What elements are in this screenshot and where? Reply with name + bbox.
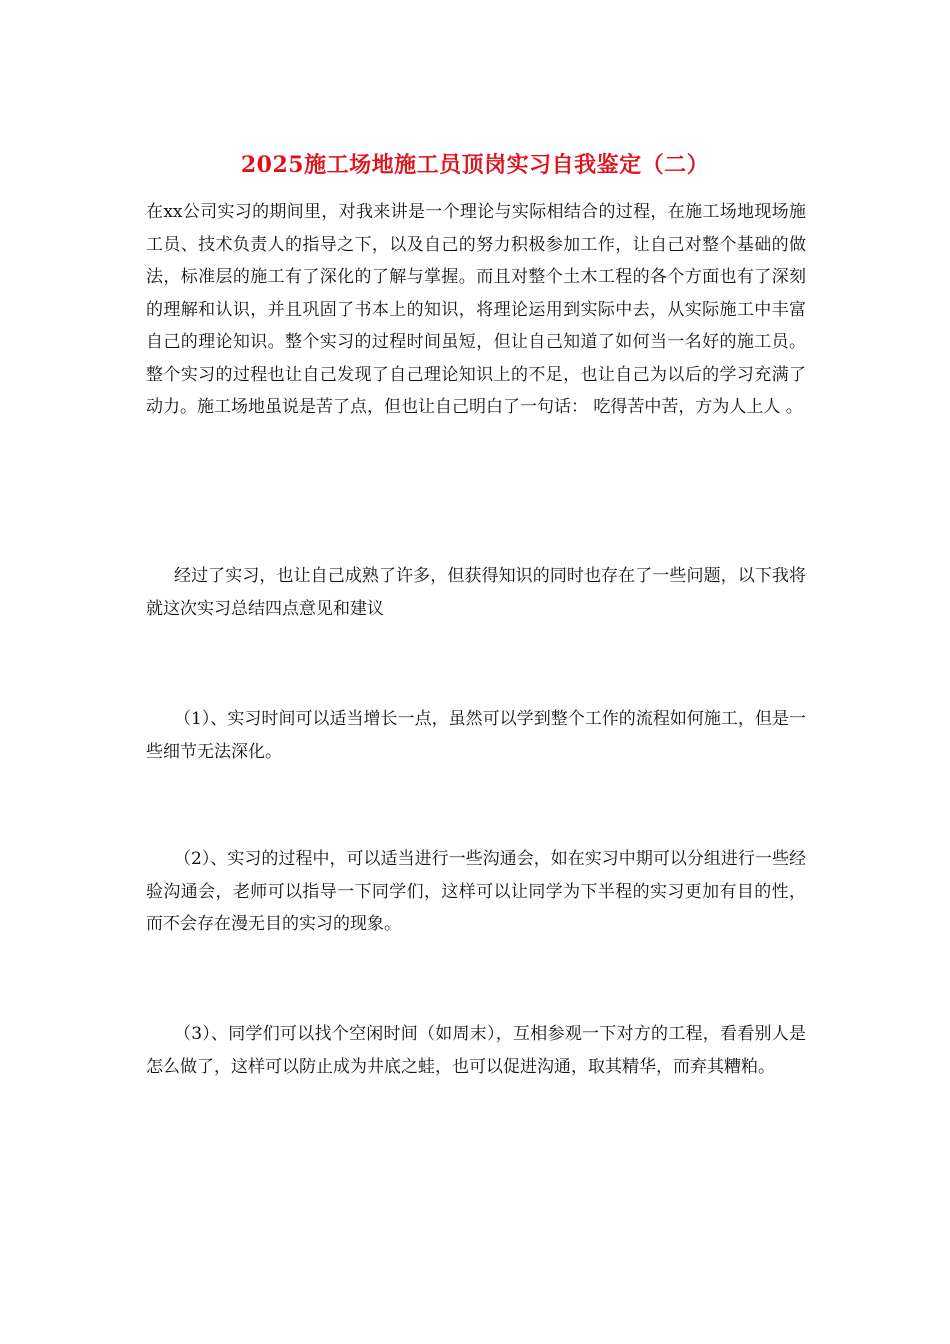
paragraph-suggestion-2: （2）、实习的过程中，可以适当进行一些沟通会，如在实习中期可以分组进行一些经验沟通会，老师可以指导一下同学们，这样可以让同学为下半程的实习更加有目的性，而不会存在漫无目的实习的现象。 [146,849,806,934]
document-title: 2025施工场地施工员顶岗实习自我鉴定（二） [240,152,710,178]
paragraph-summary: 经过了实习，也让自己成熟了许多，但获得知识的同时也存在了一些问题，以下我将就这次实习总结四点意见和建议 [146,566,806,619]
paragraph-suggestion-3: （3）、同学们可以找个空闲时间（如周末），互相参观一下对方的工程，看看别人是怎么做了，这样可以防止成为井底之蛙，也可以促进沟通，取其精华，而弃其糟粕。 [146,1024,806,1077]
paragraph-intro: 在xx公司实习的期间里，对我来讲是一个理论与实际相结合的过程，在施工场地现场施工员、技术负责人的指导之下，以及自己的努力积极参加工作，让自己对整个基础的做法，标准层的施工有了深化的了解与掌握。而且对整个土木工程的各个方面也有了深刻的理解和认识，并且巩固了书本上的知识，将理论运用到实际中去，从实际施工中丰富自己的理论知识。整个实习的过程时间虽短，但让自己知道了如何当一名好的施工员。整个实习的过程也让自己发现了自己理论知识上的不足，也让自己为以后的学习充满了动力。施工场地虽说是苦了点，但也让自己明白了一句话： 吃得苦中苦，方为人上人 。 [146,202,806,417]
paragraph-suggestion-1: （1）、实习时间可以适当增长一点，虽然可以学到整个工作的流程如何施工，但是一些细节无法深化。 [146,709,806,762]
